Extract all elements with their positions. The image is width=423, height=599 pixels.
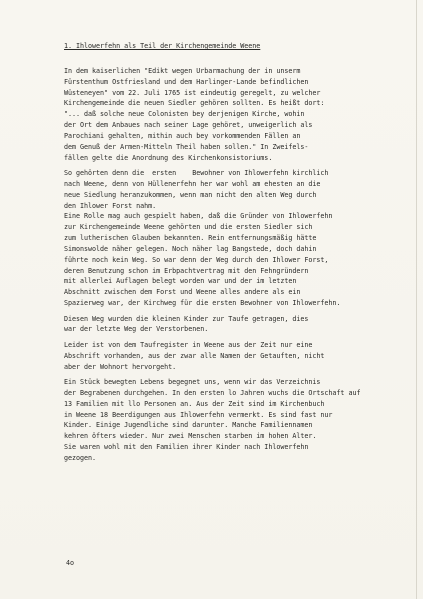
document-body: [64, 41, 388, 468]
paragraph-first-residents: [64, 168, 388, 309]
text-line: der Begrabenen durchgehen. In den ersten lo Jahren wuchs die Ortschaft auf: [64, 388, 361, 397]
page-number: 4o: [66, 559, 75, 567]
text-line: So gehörten denn die ersten Bewohner von Ihlowerfehn kirchlich: [64, 169, 329, 178]
text-line: Spazierweg war, der Kirchweg für die ersten Bewohner von Ihlowerfehn.: [64, 299, 341, 308]
text-line: Eine Rolle mag auch gespielt haben, daß die Gründer von Ihlowerfehn: [64, 212, 333, 221]
text-line: Abschnitt zwischen dem Forst und Weene alles andere als ein: [64, 288, 301, 297]
paragraph-edict: [64, 66, 388, 164]
text-line: Kirchengemeinde die neuen Siedler gehören sollten. Es heißt dort:: [64, 99, 325, 108]
text-line: der Ort dem Anbaues nach seiner Lage gehöret, unweigerlich als: [64, 121, 313, 130]
text-line: Wüsteneyen" vom 22. Juli 1765 ist eindeutig geregelt, zu welcher: [64, 88, 321, 97]
paragraph-church-path: [64, 314, 388, 336]
text-line: zur Kirchengemeinde Weene gehörten und die ersten Siedler sich: [64, 223, 313, 232]
text-line: "... daß solche neue Colonisten bey derjenigen Kirche, wohin: [64, 110, 305, 119]
text-line: Sie waren wohl mit den Familien ihrer Kinder nach Ihlowerfehn: [64, 443, 309, 452]
text-line: Diesen Weg wurden die kleinen Kinder zur Taufe getragen, dies: [64, 314, 309, 323]
text-line: Simonswolde näher gelegen. Noch näher lag Bangstede, doch dahin: [64, 244, 317, 253]
text-line: führte noch kein Weg. So war denn der Weg durch den Ihlower Forst,: [64, 255, 329, 264]
paragraph-baptism-register: [64, 340, 388, 373]
text-line: nach Weene, denn von Hüllenerfehn her war wohl am ehesten an die: [64, 179, 321, 188]
text-line: kehren öfters wieder. Nur zwei Menschen starben im hohen Alter.: [64, 432, 317, 441]
text-line: in Weene 18 Beerdigungen aus Ihlowerfehn vermerkt. Es sind fast nur: [64, 410, 333, 419]
page-edge-shadow: [416, 0, 417, 599]
text-line: Fürstenthum Ostfriesland und dem Harlinger-Lande befindlichen: [64, 77, 309, 86]
text-line: Parochiani gehalten, mithin auch bey vorkommenden Fällen an: [64, 131, 301, 140]
text-line: Leider ist von dem Taufregister in Weene aus der Zeit nur eine: [64, 340, 313, 349]
text-line: war der letzte Weg der Verstorbenen.: [64, 325, 209, 334]
text-line: mit allerlei Auflagen belegt worden war und der im letzten: [64, 277, 297, 286]
paragraph-burial-register: [64, 377, 388, 464]
text-line: dem Genuß der Armen-Mitteln Theil haben sollen." In Zweifels-: [64, 142, 309, 151]
text-line: fällen gelte die Anordnung des Kirchenkonsistoriums.: [64, 153, 273, 162]
text-line: zum lutherischen Glauben bekannten. Rein entfernungsmäßig hätte: [64, 234, 317, 243]
text-line: aber der Wohnort hervorgeht.: [64, 362, 177, 371]
section-heading: 1. Ihlowerfehn als Teil der Kirchengemeinde Weene: [64, 42, 261, 50]
text-line: Kinder. Einige Jugendliche sind darunter. Manche Familiennamen: [64, 421, 313, 430]
text-line: den Ihlower Forst nahm.: [64, 201, 157, 210]
text-line: deren Benutzung schon im Erbpachtvertrag mit den Fehngründern: [64, 266, 309, 275]
text-line: Ein Stück bewegten Lebens begegnet uns, wenn wir das Verzeichnis: [64, 378, 321, 386]
text-line: In dem kaiserlichen "Edikt wegen Urbarmachung der in unserm: [64, 66, 301, 75]
text-line: neue Siedlung heranzukommen, wenn man nicht den alten Weg durch: [64, 190, 317, 199]
text-line: gezogen.: [64, 453, 97, 462]
text-line: Abschrift vorhanden, aus der zwar alle Namen der Getauften, nicht: [64, 351, 325, 360]
text-line: 13 Familien mit llo Personen an. Aus der Zeit sind im Kirchenbuch: [64, 399, 325, 408]
